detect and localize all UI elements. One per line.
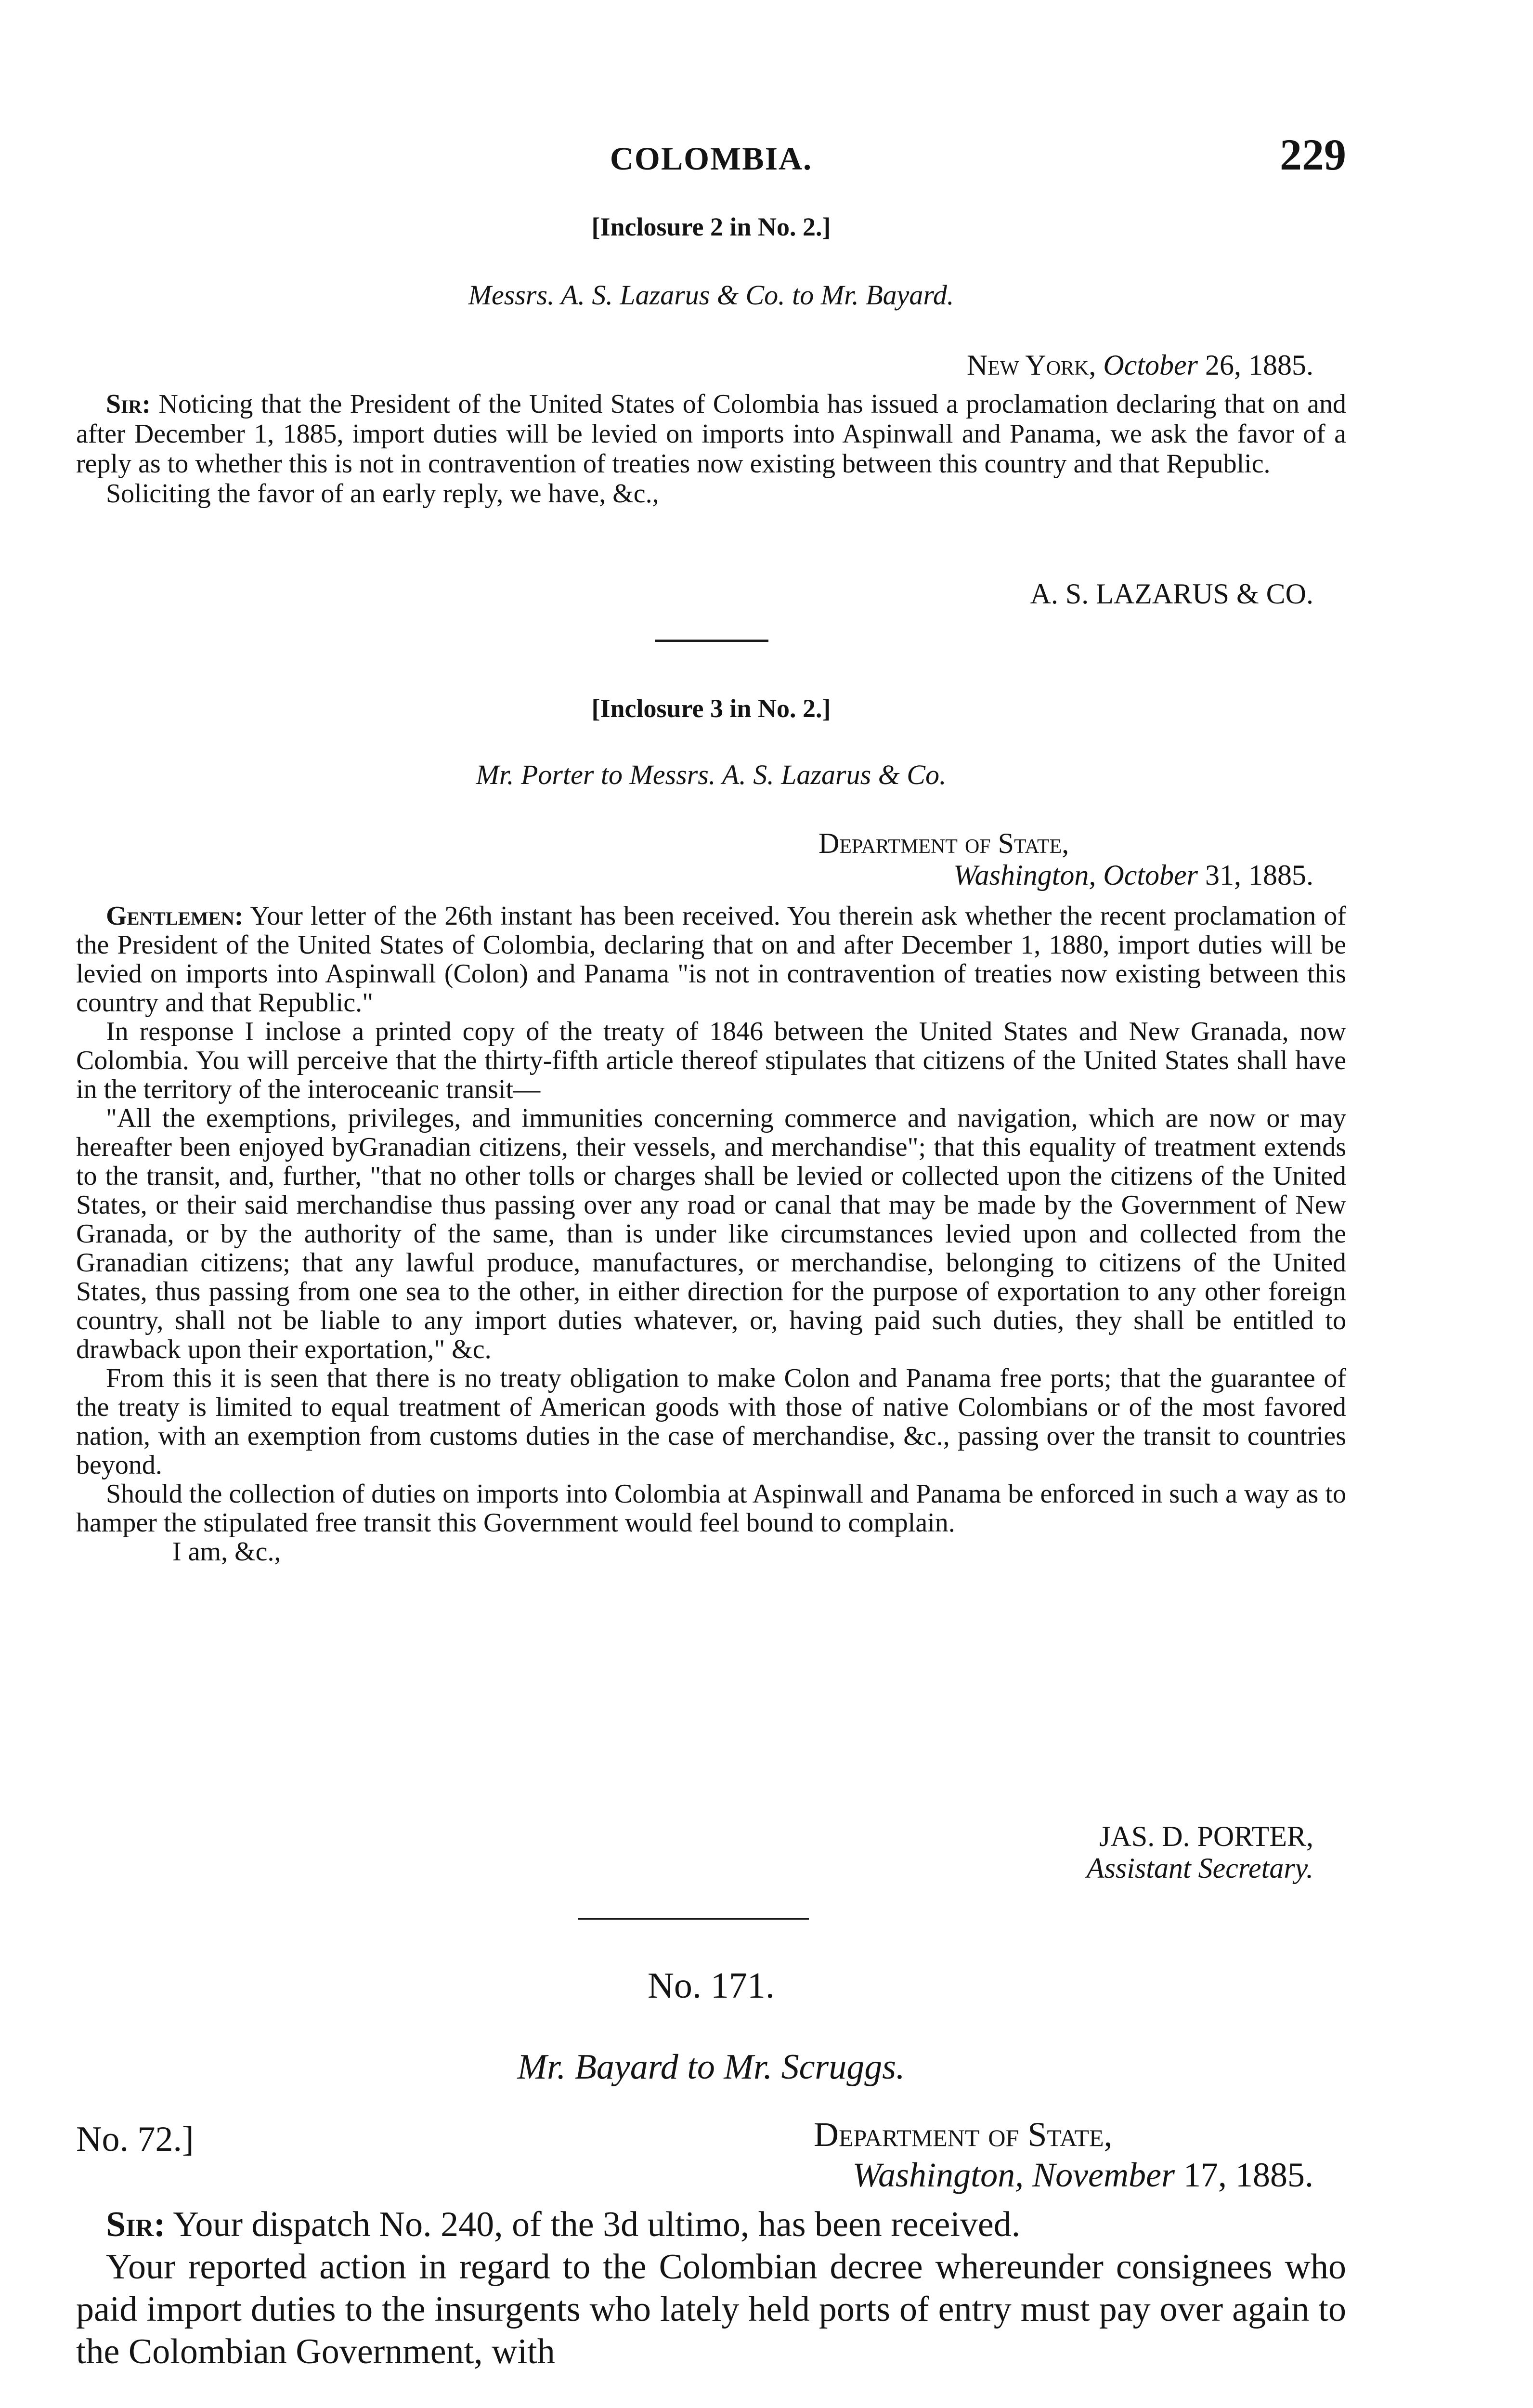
inclosure-3-signature-block — [76, 1820, 1313, 1884]
letter-paragraph: Your dispatch No. 240, of the 3d ultimo, has been received. — [173, 2205, 1021, 2244]
inclosure-2-body — [76, 389, 1346, 509]
inclosure-3-body — [76, 902, 1346, 1566]
inclosure-2-title: Messrs. A. S. Lazarus & Co. to Mr. Bayard. — [468, 279, 954, 311]
letter-paragraph: From this it is seen that there is no treaty obligation to make Colon and Panama free ports; that the guarantee of the treaty is limited to equal treatment of American goods with those of native Colombians or of the most favored nation, with an exemption from customs duties in the case of merchandise, &c., passing over the transit to countries beyond. — [76, 1363, 1346, 1480]
dateline-month: October — [1103, 859, 1198, 891]
signature-title: Assistant Secretary. — [1086, 1852, 1313, 1884]
inclosure-3-label: [Inclosure 3 in No. 2.] — [591, 694, 831, 723]
signature: JAS. D. PORTER, — [1099, 1820, 1313, 1852]
dept-line: Department of State, — [814, 2115, 1113, 2154]
inclosure-2-label: [Inclosure 2 in No. 2.] — [591, 212, 831, 241]
section-divider — [655, 640, 768, 642]
page-number: 229 — [1280, 130, 1346, 179]
running-head: COLOMBIA. — [610, 140, 813, 177]
closing: I am, &c., — [172, 1537, 281, 1567]
salutation: Sir: — [106, 2205, 166, 2244]
dateline-month: November — [1032, 2156, 1175, 2194]
no171-body — [76, 2203, 1346, 2373]
letter-paragraph: Your letter of the 26th instant has been received. You therein ask whether the recent proclamation of the President of the United States of Colombia, declaring that on and after December 1, 1880, import duties will be levied on imports into Aspinwall (Colon) and Panama "is not in contravention of treaties now existing between this country and that Republic." — [76, 901, 1347, 1018]
letter-paragraph: Your reported action in regard to the Colombian decree whereunder consignees who paid import duties to the insurgents who lately held ports of entry must pay over again to the Colombian Government, with — [76, 2247, 1346, 2371]
letter-paragraph: Should the collection of duties on imports into Colombia at Aspinwall and Panama be enforced in such a way as to hamper the stipulated free transit this Government would feel bound to complain. — [76, 1479, 1346, 1538]
dateline-year: 26, 1885. — [1205, 349, 1313, 381]
no171-dateline — [722, 2114, 1313, 2195]
inclosure-3-dateline — [818, 827, 1313, 891]
inclosure-2-dateline — [76, 349, 1313, 381]
salutation: Sir: — [106, 389, 151, 419]
dateline-place: Washington, — [852, 2156, 1024, 2194]
document-number: No. 171. — [648, 1965, 775, 2006]
dateline-place: Washington, — [953, 859, 1096, 891]
letter-paragraph: Soliciting the favor of an early reply, we have, &c., — [106, 479, 659, 509]
inclosure-2-signature: A. S. LAZARUS & CO. — [1030, 578, 1313, 610]
dateline-year: 17, 1885. — [1183, 2156, 1313, 2194]
inclosure-3-title: Mr. Porter to Messrs. A. S. Lazarus & Co. — [476, 759, 947, 790]
dateline-month: October — [1103, 349, 1198, 381]
dateline-place: New York, — [966, 349, 1096, 381]
letter-paragraph: Noticing that the President of the United States of Colombia has issued a proclamation declaring that on and after December 1, 1885, import duties will be levied on imports into Aspinwall and Panama, we ask the favor of a reply as to whether this is not in contravention of treaties now existing between this country and that Republic. — [76, 389, 1346, 479]
dispatch-number: No. 72.] — [76, 2120, 194, 2159]
dept-line: Department of State, — [818, 827, 1069, 859]
document-title: Mr. Bayard to Mr. Scruggs. — [517, 2047, 905, 2087]
section-divider — [578, 1918, 809, 1920]
dateline-year: 31, 1885. — [1205, 859, 1313, 891]
salutation: Gentlemen: — [106, 901, 244, 931]
letter-paragraph: In response I inclose a printed copy of the treaty of 1846 between the United States and New Granada, now Colombia. You will perceive that the thirty-fifth article thereof stipulates that citizens of the United States shall have in the territory of the interoceanic transit— — [76, 1017, 1346, 1104]
quoted-paragraph: "All the exemptions, privileges, and immunities concerning commerce and navigation, which are now or may hereafter been enjoyed byGranadian citizens, their vessels, and merchandise"; that this equality of treatment extends to the transit, and, further, "that no other tolls or charges shall be levied or collected upon the citizens of the United States, or their said merchandise thus passing over any road or canal that may be made by the Government of New Granada, or by the authority of the same, than is under like circumstances levied upon and collected from the Granadian citizens; that any lawful produce, manufactures, or merchandise, belonging to citizens of the United States, thus passing from one sea to the other, in either direction for the purpose of exportation to any other foreign country, shall not be liable to any import duties whatever, or, having paid such duties, they shall be entitled to drawback upon their exportation," &c. — [76, 1103, 1346, 1364]
page-header — [76, 129, 1346, 187]
